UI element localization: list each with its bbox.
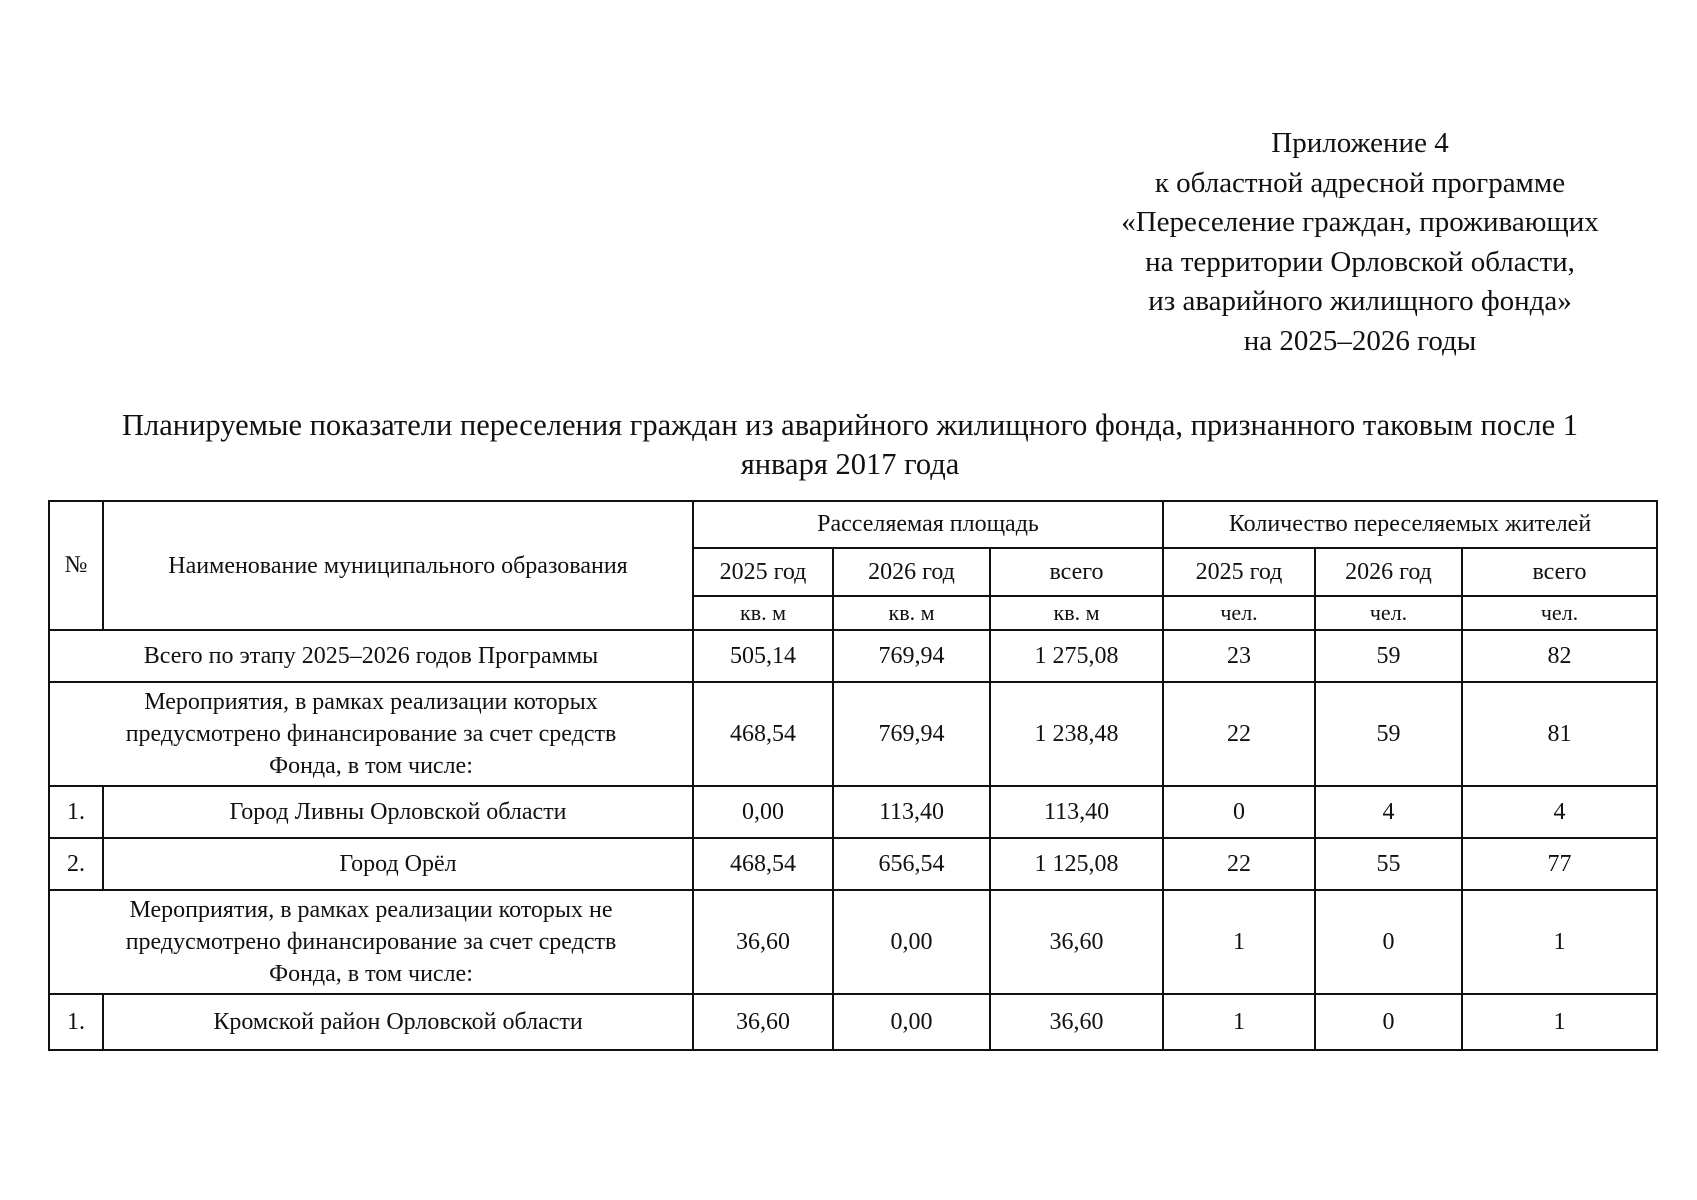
table-row [49,838,1657,890]
row-number: 2. [49,838,103,890]
table-cell: 113,40 [833,786,990,838]
annex-line: на 2025–2026 годы [1243,324,1477,357]
table-cell: 656,54 [833,838,990,890]
table-row-nonfund-group [49,890,1657,994]
table-row-fund-group [49,682,1657,786]
table-cell: 23 [1163,630,1315,682]
row-name: Город Ливны Орловской области [103,786,693,838]
document-title-line: января 2017 года [740,447,960,481]
table-cell: 77 [1462,838,1657,890]
header-year-cell: 2026 год [833,548,990,596]
table-cell: 59 [1315,682,1462,786]
header-unit-cell: кв. м [693,596,833,630]
header-area-group: Расселяемая площадь [693,501,1163,548]
table-cell: 4 [1462,786,1657,838]
row-number: 1. [49,786,103,838]
header-number: № [49,501,103,630]
table-cell: 36,60 [693,890,833,994]
table-cell: 22 [1163,838,1315,890]
row-label [49,682,693,786]
table-cell: 59 [1315,630,1462,682]
table-row [49,786,1657,838]
table-cell: 0,00 [833,890,990,994]
table-cell: 0 [1163,786,1315,838]
table-cell: 0,00 [833,994,990,1050]
table-cell: 81 [1462,682,1657,786]
table-cell: 0 [1315,994,1462,1050]
table-cell: 113,40 [990,786,1163,838]
document-title-line: Планируемые показатели переселения граждан из аварийного жилищного фонда, признанного таковым после 1 [121,408,1579,442]
header-year-cell: всего [990,548,1163,596]
row-label-line: предусмотрено финансирование за счет средств [125,929,617,955]
table-cell: 22 [1163,682,1315,786]
annex-line: «Переселение граждан, проживающих [1121,206,1599,238]
annex-line: из аварийного жилищного фонда» [1148,285,1572,317]
table-cell: 769,94 [833,682,990,786]
header-row-1 [49,501,1657,548]
row-label-line: предусмотрено финансирование за счет средств [125,721,617,747]
table-cell: 0 [1315,890,1462,994]
table-cell: 36,60 [693,994,833,1050]
table-cell: 82 [1462,630,1657,682]
table-cell: 468,54 [693,682,833,786]
table-cell: 1 [1462,994,1657,1050]
table-cell: 1 238,48 [990,682,1163,786]
header-unit-cell: чел. [1462,596,1657,630]
table-cell: 1 275,08 [990,630,1163,682]
row-label-line: Фонда, в том числе: [269,961,473,987]
table-cell: 0,00 [693,786,833,838]
header-unit-cell: чел. [1163,596,1315,630]
row-label: Всего по этапу 2025–2026 годов Программы [49,630,693,682]
header-year-cell: 2025 год [1163,548,1315,596]
table-cell: 505,14 [693,630,833,682]
header-unit-cell: чел. [1315,596,1462,630]
annex-header [1000,124,1697,361]
table-cell: 36,60 [990,994,1163,1050]
table-row-total [49,630,1657,682]
header-year-cell: 2026 год [1315,548,1462,596]
header-year-cell: 2025 год [693,548,833,596]
annex-line: на территории Орловской области, [1145,245,1575,278]
row-name: Город Орёл [103,838,693,890]
table-cell: 468,54 [693,838,833,890]
table-cell: 55 [1315,838,1462,890]
row-label-line: Мероприятия, в рамках реализации которых [144,689,598,715]
row-label-line: Фонда, в том числе: [269,753,473,779]
header-year-cell: всего [1462,548,1657,596]
table-cell: 1 125,08 [990,838,1163,890]
header-name: Наименование муниципального образования [103,501,693,630]
table-row [49,994,1657,1050]
row-label-line: Мероприятия, в рамках реализации которых не [129,897,613,923]
table-cell: 1 [1462,890,1657,994]
table-cell: 1 [1163,890,1315,994]
annex-line: Приложение 4 [1271,127,1449,159]
row-label [49,890,693,994]
row-number: 1. [49,994,103,1050]
header-unit-cell: кв. м [990,596,1163,630]
header-residents-group: Количество переселяемых жителей [1163,501,1657,548]
annex-line: к областной адресной программе [1154,166,1566,199]
document-title [40,406,1660,484]
header-unit-cell: кв. м [833,596,990,630]
row-name: Кромской район Орловской области [103,994,693,1050]
table-cell: 1 [1163,994,1315,1050]
table-cell: 4 [1315,786,1462,838]
table-cell: 36,60 [990,890,1163,994]
table-cell: 769,94 [833,630,990,682]
resettlement-table [48,500,1658,1051]
